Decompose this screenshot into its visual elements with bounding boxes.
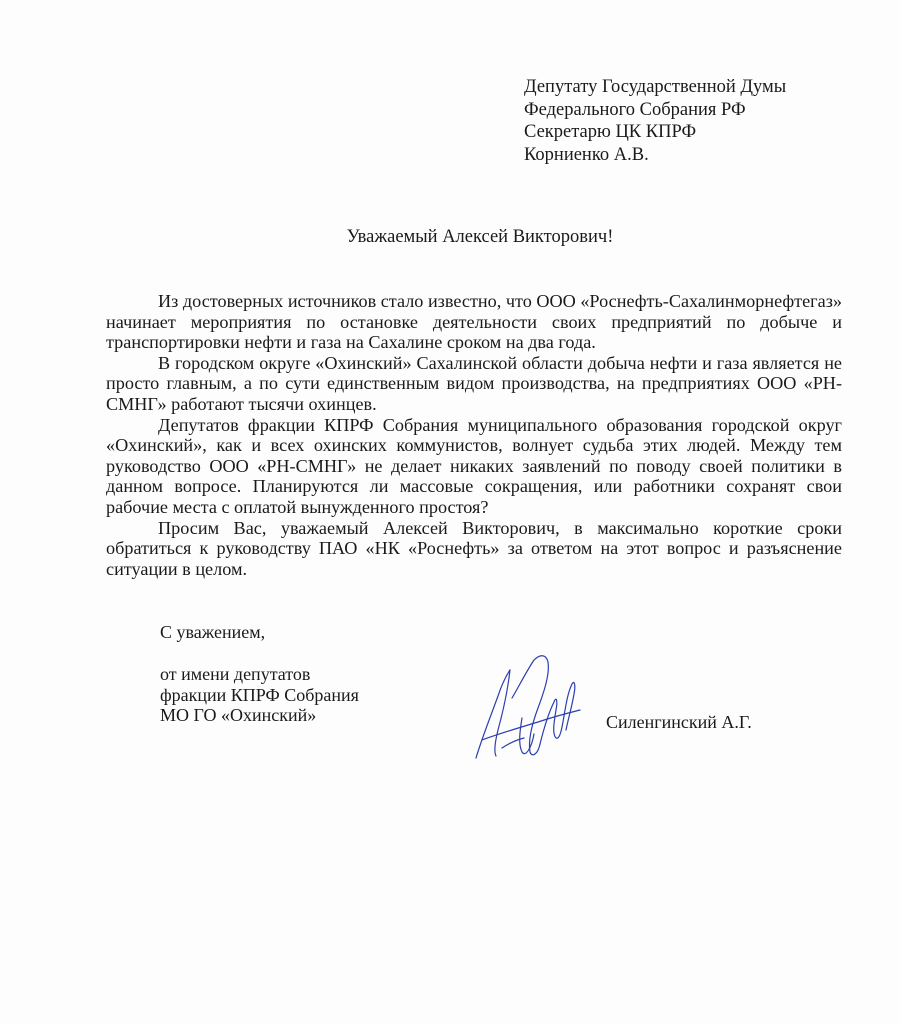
body-paragraph: Из достоверных источников стало известно, что ООО «Роснефть-Сахалинморнефтегаз» начинает мероприятия по остановке деятельности своих предприятий по добыче и транспортировки нефти и газа на Сахалине сроком на два года.: [106, 291, 842, 353]
body-paragraph: Депутатов фракции КПРФ Собрания муниципального образования городской округ «Охинский», как и всех охинских коммунистов, волнует судьба этих людей. Между тем руководство ООО «РН-СМНГ» не делает никаких заявлений по поводу своей политики в данном вопросе. Планируются ли массовые сокращения, или работники сохранят свои рабочие места с оплатой вынужденного простоя?: [106, 414, 842, 517]
letter-body: [106, 291, 842, 579]
sender-line: фракции КПРФ Собрания: [160, 684, 359, 705]
salutation: Уважаемый Алексей Викторович!: [346, 227, 614, 247]
addressee-line: Депутату Государственной Думы: [524, 77, 787, 97]
sender-line: от имени депутатов: [160, 664, 311, 684]
sender-line: МО ГО «Охинский»: [160, 705, 317, 725]
sender-block: [160, 664, 359, 726]
addressee-block: [524, 76, 786, 166]
addressee-line: Федерального Собрания РФ: [524, 99, 746, 120]
signer-name: Силенгинский А.Г.: [606, 712, 752, 732]
body-paragraph: Просим Вас, уважаемый Алексей Викторович, в максимально короткие сроки обратиться к руководству ПАО «НК «Роснефть» за ответом на этот вопрос и разъяснение ситуации в целом.: [106, 517, 842, 579]
addressee-line: Секретарю ЦК КПРФ: [524, 122, 697, 142]
closing-phrase: С уважением,: [160, 622, 266, 642]
handwritten-signature: [468, 648, 588, 763]
body-paragraph: В городском округе «Охинский» Сахалинской области добыча нефти и газа является не просто главным, а по сути единственным видом производства, на предприятиях ООО «РН-СМНГ» работают тысячи охинцев.: [106, 352, 842, 414]
addressee-line: Корниенко А.В.: [524, 144, 649, 165]
